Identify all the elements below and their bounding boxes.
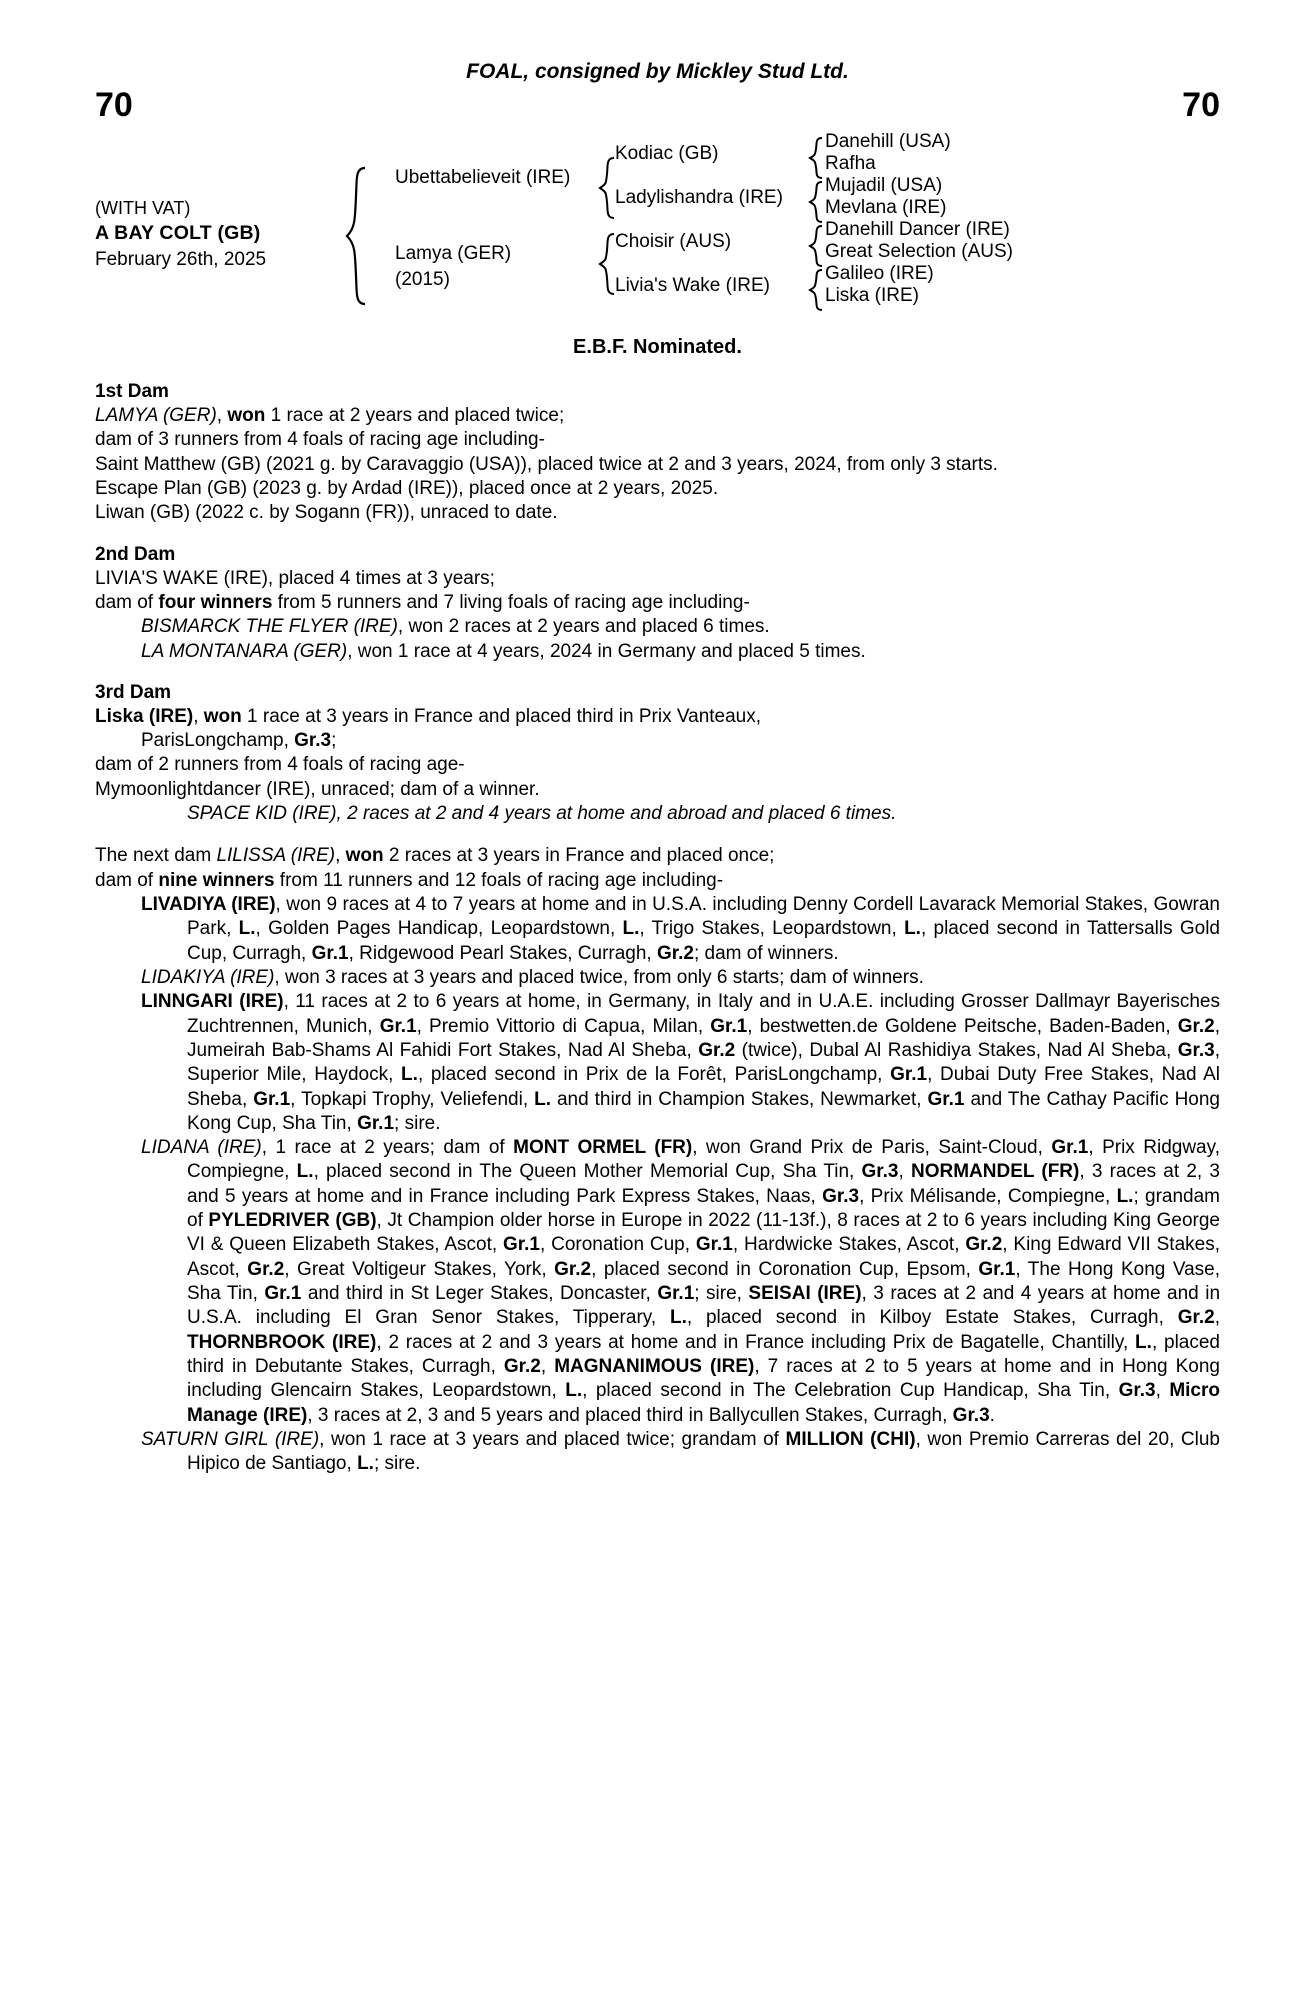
ebf-note: E.B.F. Nominated. — [573, 336, 742, 358]
next-dam-intro — [95, 844, 1220, 868]
dam-sire: Choisir (AUS) — [615, 231, 732, 252]
damof-pre: dam of — [95, 591, 159, 613]
second-dam-progeny — [95, 615, 1220, 639]
grade-label: L. — [565, 1380, 583, 1402]
pedigree-chart — [95, 131, 1220, 334]
brace-dam — [598, 232, 614, 296]
entry-name: LIDAKIYA (IRE) — [141, 966, 275, 988]
sire-dam: Ladylishandra (IRE) — [615, 187, 783, 208]
grade-label: L. — [238, 918, 256, 940]
grade-label: Gr.1 — [379, 1015, 417, 1037]
descendant-name: MONT ORMEL (FR) — [513, 1137, 693, 1159]
pedigree-subject — [95, 196, 266, 272]
entry-name: LIDANA (IRE) — [141, 1137, 262, 1159]
third-dam-line-cont — [95, 729, 1220, 753]
grade-label: Gr.2 — [698, 1039, 736, 1061]
third-dam-name: Liska (IRE) — [95, 705, 194, 727]
grade-label: Gr.2 — [503, 1355, 541, 1377]
grade-label: Gr.2 — [1177, 1015, 1215, 1037]
brace-g3-4 — [808, 268, 824, 312]
first-dam-progeny: Escape Plan (GB) (2023 g. by Ardad (IRE)), placed once at 2 years, 2025. — [95, 477, 719, 499]
first-dam-rest: 1 race at 2 years and placed twice; — [265, 405, 565, 426]
next-dam-section — [95, 844, 1220, 1476]
lot-number-row — [95, 86, 1220, 130]
g3-item: Mujadil (USA) — [825, 175, 943, 196]
grade-label: L. — [357, 1453, 374, 1475]
third-dam-rest: 1 race at 3 years in France and placed third in Prix Vanteaux, — [241, 705, 762, 727]
progeny-text: SPACE KID (IRE), 2 races at 2 and 4 years at home and abroad and placed 6 times. — [187, 803, 897, 825]
lot-number-right: 70 — [1182, 86, 1220, 124]
grade-label: Gr.1 — [657, 1283, 695, 1304]
progeny-rest: , won 2 races at 2 years and placed 6 times. — [397, 616, 770, 638]
grade-label: Gr.2 — [1177, 1307, 1215, 1329]
subject-name: A BAY COLT (GB) — [95, 222, 261, 245]
brace-outer — [345, 166, 361, 306]
entry-name: LIVADIYA (IRE) — [141, 894, 276, 915]
intro-rest: 2 races at 3 years in France and placed once; — [383, 845, 775, 867]
subject-dob: February 26th, 2025 — [95, 248, 267, 270]
grade-label: Gr.1 — [710, 1015, 748, 1037]
grade-label: Gr.2 — [247, 1258, 285, 1280]
first-dam-name: LAMYA (GER) — [95, 405, 217, 426]
third-dam-venue: ParisLongchamp, — [141, 730, 295, 752]
grade-label: L. — [1116, 1185, 1134, 1207]
brace-sire — [598, 156, 614, 220]
won-word: won — [203, 705, 242, 727]
grade-label: Gr.1 — [890, 1064, 928, 1086]
grade-label: Gr.1 — [311, 942, 349, 964]
progeny-rest: , won 1 race at 4 years, 2024 in Germany and placed 5 times. — [347, 640, 866, 662]
grade-label: Gr.3 — [1118, 1380, 1156, 1402]
grade-label: Gr.1 — [357, 1112, 395, 1134]
grade-label: Gr.1 — [978, 1258, 1016, 1280]
grade-label: Gr.2 — [657, 942, 694, 964]
descendant-name: MAGNANIMOUS (IRE) — [554, 1355, 755, 1377]
grade-label: Gr.3 — [861, 1161, 899, 1183]
sire-sire: Kodiac (GB) — [615, 143, 719, 164]
third-dam-heading: 3rd Dam — [95, 681, 172, 703]
descendant-name: PYLEDRIVER (GB) — [208, 1210, 377, 1232]
g3-item: Mevlana (IRE) — [825, 197, 947, 218]
grade-label: Gr.1 — [253, 1088, 291, 1110]
grade-label: L. — [534, 1088, 551, 1110]
next-dam-entry: LIVADIYA (IRE), won 9 races at 4 to 7 years at home and in U.S.A. including Denny Cordell Lavarack Memorial Stakes, Gowran Park, L., Golden Pages Handicap, Leopardstown, L., Trigo Stakes, Leopardstown, L., placed second in Tattersalls Gold Cup, Curragh, Gr.1, Ridgewood Pearl Stakes, Curragh, Gr.2; dam of winners. — [141, 894, 1220, 964]
next-dam-entry: SATURN GIRL (IRE), won 1 race at 3 years and placed twice; grandam of MILLION (CHI), won Premio Carreras del 20, Club Hipico de Santiago, L.; sire. — [141, 1428, 1220, 1475]
second-dam-section — [95, 544, 1220, 664]
grade-label: Gr.3 — [952, 1404, 990, 1426]
first-dam-heading: 1st Dam — [95, 381, 169, 402]
dam-year: (2015) — [395, 269, 450, 290]
first-dam-line: LAMYA (GER), won 1 race at 2 years and placed twice; — [95, 405, 565, 426]
brace-g3-2 — [808, 180, 824, 224]
vat-note: (WITH VAT) — [95, 198, 191, 218]
progeny-name: LA MONTANARA (GER) — [141, 640, 348, 662]
dam-dam: Livia's Wake (IRE) — [615, 275, 770, 296]
grade-label: Gr.3 — [294, 730, 332, 752]
brace-g3-3 — [808, 224, 824, 268]
grade-label: Gr.1 — [927, 1088, 965, 1110]
progeny-name: BISMARCK THE FLYER (IRE) — [141, 616, 398, 638]
comma: , — [335, 845, 346, 867]
g3-item: Danehill Dancer (IRE) — [825, 219, 1010, 240]
third-dam-progeny-italic — [95, 802, 1220, 826]
won-word: won — [345, 845, 384, 867]
grade-label: L. — [904, 918, 921, 940]
entry-name: SATURN GIRL (IRE) — [141, 1428, 320, 1450]
grade-label: L. — [622, 918, 640, 940]
descendant-name: NORMANDEL (FR) — [911, 1161, 1080, 1183]
next-dam-entry: LIDANA (IRE), 1 race at 2 years; dam of MONT ORMEL (FR), won Grand Prix de Paris, Saint-Cloud, Gr.1, Prix Ridgway, Compiegne, L., placed second in The Queen Mother Memorial Cup, Sha Tin, Gr.3, NORMANDEL (FR), 3 races at 2, 3 and 5 years at home and in France including Park Express Stakes, Naas, Gr.3, Prix Mélisande, Compiegne, L.; grandam of PYLEDRIVER (GB), Jt Champion older horse in Europe in 2022 (11-13f.), 8 races at 2 to 6 years including King George VI & Queen Elizabeth Stakes, Ascot, Gr.1, Coronation Cup, Gr.1, Hardwicke Stakes, Ascot, Gr.2, King Edward VII Stakes, Ascot, Gr.2, Great Voltigeur Stakes, York, Gr.2, placed second in Coronation Cup, Epsom, Gr.1, The Hong Kong Vase, Sha Tin, Gr.1 and third in St Leger Stakes, Doncaster, Gr.1; sire, SEISAI (IRE), 3 races at 2 and 4 years at home and in U.S.A. including El Gran Senor Stakes, Tipperary, L., placed second in Kilboy Estate Stakes, Curragh, Gr.2, THORNBROOK (IRE), 2 races at 2 and 3 years at home and in France including Prix de Bagatelle, Chantilly, L., placed third in Debutante Stakes, Curragh, Gr.2, MAGNANIMOUS (IRE), 7 races at 2 to 5 years at home and in Hong Kong including Glencairn Stakes, Leopardstown, L., placed second in The Celebration Cup Handicap, Sha Tin, Gr.3, Micro Manage (IRE), 3 races at 2, 3 and 5 years and placed third in Ballycullen Stakes, Curragh, Gr.3. — [141, 1137, 1221, 1426]
third-dam-line: Liska (IRE), won 1 race at 3 years in France and placed third in Prix Vanteaux, — [95, 705, 762, 727]
descendant-name: THORNBROOK (IRE) — [187, 1331, 377, 1353]
third-dam-progeny: Mymoonlightdancer (IRE), unraced; dam of a winner. — [95, 778, 540, 800]
g3-item: Rafha — [825, 153, 876, 174]
g3-item: Great Selection (AUS) — [825, 241, 1013, 262]
g3-item: Liska (IRE) — [825, 285, 919, 306]
won-word: won — [227, 405, 266, 426]
next-dam-entry: LIDAKIYA (IRE), won 3 races at 3 years and placed twice, from only 6 starts; dam of winners. — [141, 966, 924, 988]
damof-count: four winners — [158, 591, 273, 613]
grade-label: L. — [1135, 1331, 1152, 1353]
semicolon: ; — [331, 730, 337, 752]
dam-name: Lamya (GER) — [395, 243, 512, 264]
brace-g3-1 — [808, 136, 824, 180]
descendant-name: Micro Manage (IRE) — [187, 1380, 1221, 1426]
second-dam-progeny — [95, 640, 1220, 664]
first-dam-damof: dam of 3 runners from 4 foals of racing age including- — [95, 429, 545, 451]
grade-label: Gr.3 — [1177, 1039, 1215, 1061]
grade-label: Gr.2 — [554, 1258, 592, 1280]
first-dam-progeny: Saint Matthew (GB) (2021 g. by Caravaggio (USA)), placed twice at 2 and 3 years, 2024, from only 3 starts. — [95, 453, 998, 475]
third-dam-damof: dam of 2 runners from 4 foals of racing age- — [95, 754, 465, 776]
grade-label: Gr.1 — [264, 1283, 302, 1304]
first-dam-progeny: Liwan (GB) (2022 c. by Sogann (FR)), unraced to date. — [95, 502, 558, 524]
damof-post: from 5 runners and 7 living foals of racing age including- — [272, 591, 750, 613]
grade-label: Gr.1 — [1051, 1137, 1089, 1159]
grade-label: Gr.1 — [695, 1234, 733, 1256]
grade-label: L. — [669, 1307, 687, 1329]
next-dam-name: LILISSA (IRE) — [216, 845, 336, 867]
consignor-line: FOAL, consigned by Mickley Stud Ltd. — [466, 60, 849, 83]
g3-item: Galileo (IRE) — [825, 263, 934, 284]
damof-pre: dam of — [95, 869, 159, 891]
second-dam-line: LIVIA'S WAKE (IRE), placed 4 times at 3 years; — [95, 567, 495, 589]
damof-post: from 11 runners and 12 foals of racing age including- — [274, 869, 724, 891]
descendant-name: MILLION (CHI) — [785, 1428, 916, 1450]
third-dam-section — [95, 682, 1220, 827]
sire-name: Ubettabelieveit (IRE) — [395, 167, 571, 188]
entry-name: LINNGARI (IRE) — [141, 991, 284, 1013]
second-dam-damof — [95, 591, 1220, 615]
grade-label: L. — [296, 1161, 314, 1183]
g3-item: Danehill (USA) — [825, 131, 951, 152]
grade-label: Gr.2 — [965, 1234, 1003, 1256]
grade-label: Gr.3 — [822, 1185, 860, 1207]
intro-pre: The next dam — [95, 845, 217, 867]
first-dam-section — [95, 381, 1220, 526]
grade-label: Gr.1 — [503, 1234, 540, 1256]
grade-label: L. — [401, 1064, 418, 1086]
next-dam-entry: LINNGARI (IRE), 11 races at 2 to 6 years at home, in Germany, in Italy and in U.A.E. including Grosser Dallmayr Bayerisches Zuchtrennen, Munich, Gr.1, Premio Vittorio di Capua, Milan, Gr.1, bestwetten.de Goldene Peitsche, Baden-Baden, Gr.2, Jumeirah Bab-Shams Al Fahidi Fort Stakes, Nad Al Sheba, Gr.2 (twice), Dubal Al Rashidiya Stakes, Nad Al Sheba, Gr.3, Superior Mile, Haydock, L., placed second in Prix de la Forêt, ParisLongchamp, Gr.1, Dubai Duty Free Stakes, Nad Al Sheba, Gr.1, Topkapi Trophy, Veliefendi, L. and third in Champion Stakes, Newmarket, Gr.1 and The Cathay Pacific Hong Kong Cup, Sha Tin, Gr.1; sire. — [141, 991, 1221, 1134]
damof-count: nine winners — [158, 869, 275, 891]
next-dam-damof — [95, 869, 1220, 893]
second-dam-heading: 2nd Dam — [95, 543, 176, 565]
lot-number-left: 70 — [95, 86, 133, 124]
descendant-name: SEISAI (IRE) — [748, 1283, 862, 1304]
